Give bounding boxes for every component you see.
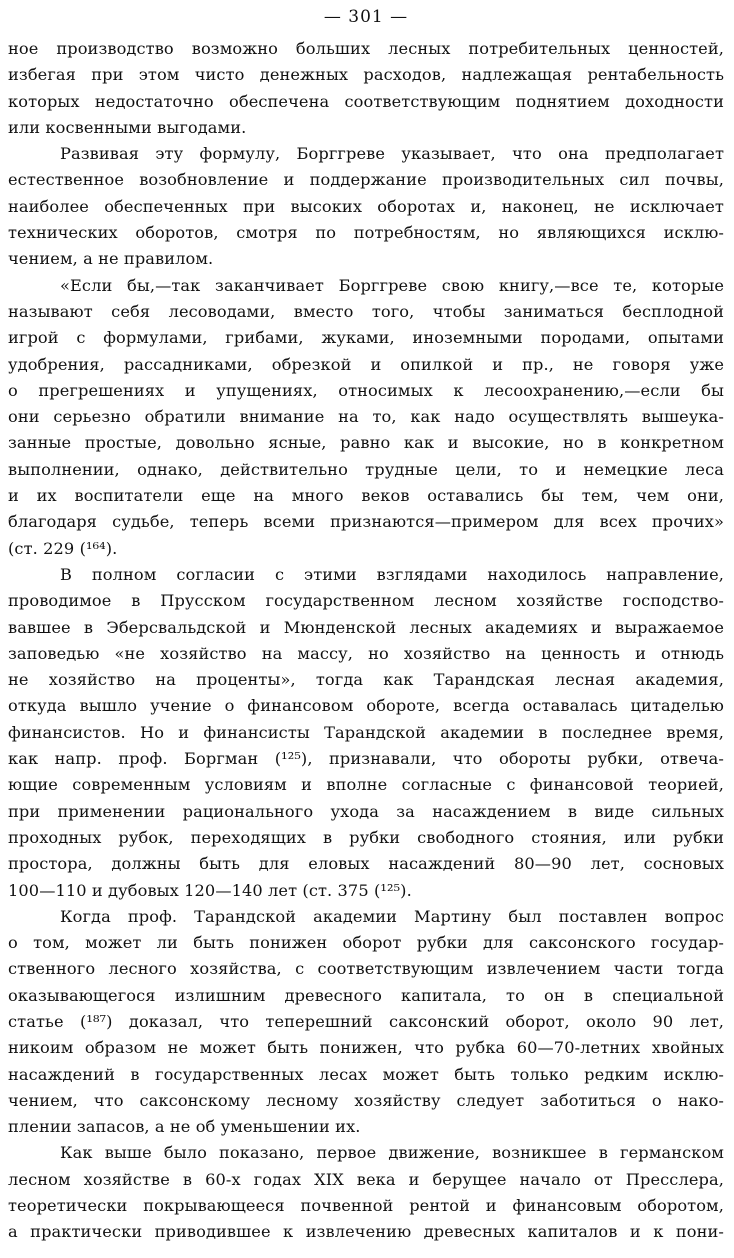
paragraph <box>8 562 724 904</box>
text-line: Как выше было показано, первое движение, возникшее в германском <box>60 1143 724 1163</box>
text-line: называют себя лесоводами, вместо того, чтобы заниматься бесплодной <box>8 301 724 321</box>
text-line: чением, а не правилом. <box>8 249 214 269</box>
text-line: плении запасов, а не об уменьшении их. <box>8 1117 361 1137</box>
text-line: оказывающегося излишним древесного капитала, то он в специальной <box>8 985 724 1005</box>
text-line: удобрения, рассадниками, обрезкой и опилкой и пр., не говоря уже <box>8 354 724 374</box>
text-line: ющие современным условиям и вполне согласные с финансовой теорией, <box>8 775 724 795</box>
text-line: «Если бы,—так заканчивает Борггреве свою книгу,—все те, которые <box>60 275 724 295</box>
text-line: (ст. 229 (¹⁶⁴). <box>8 538 118 558</box>
text-line: или косвенными выгодами. <box>8 117 247 137</box>
text-line: проходных рубок, переходящих в рубки свободного стояния, или рубки <box>8 827 724 847</box>
text-line: игрой с формулами, грибами, жуками, иноземными породами, опытами <box>8 328 724 348</box>
paragraph <box>8 36 724 141</box>
text-line: теоретически покрывающееся почвенной рентой и финансовым оборотом, <box>8 1196 724 1216</box>
text-line: насаждений в государственных лесах может быть только редким исклю- <box>8 1064 724 1084</box>
text-line: проводимое в Прусском государственном лесном хозяйстве господство- <box>8 591 724 611</box>
text-line: как напр. проф. Боргман (¹²⁵), признавали, что обороты рубки, отвеча- <box>8 749 724 769</box>
text-line: статье (¹⁸⁷) доказал, что теперешний саксонский оборот, около 90 лет, <box>8 1011 724 1031</box>
paragraph <box>8 1140 724 1245</box>
text-line: лесном хозяйстве в 60-х годах XIX века и берущее начало от Пресслера, <box>8 1169 724 1189</box>
text-line: занные простые, довольно ясные, равно как и высокие, но в конкретном <box>8 433 724 453</box>
text-line: благодаря судьбе, теперь всеми признаются—примером для всех прочих» <box>8 512 724 532</box>
text-body <box>8 36 724 1246</box>
text-line: о том, может ли быть понижен оборот рубки для саксонского государ- <box>8 933 724 953</box>
paragraph <box>8 141 724 272</box>
text-line: избегая при этом чисто денежных расходов, надлежащая рентабельность <box>8 65 724 85</box>
text-line: а практически приводившее к извлечению древесных капиталов и к пони- <box>8 1222 724 1242</box>
page-number: — 301 — <box>323 7 409 27</box>
text-line: финансистов. Но и финансисты Тарандской академии в последнее время, <box>8 722 724 742</box>
text-line: откуда вышло учение о финансовом обороте, всегда оставалась цитаделью <box>8 696 724 716</box>
text-line: Когда проф. Тарандской академии Мартину был поставлен вопрос <box>60 906 724 926</box>
text-line: ственного лесного хозяйства, с соответствующим извлечением части тогда <box>8 959 724 979</box>
text-line: естественное возобновление и поддержание производительных сил почвы, <box>8 170 724 190</box>
text-line: о прегрешениях и упущениях, относимых к лесоохранению,—если бы <box>8 380 724 400</box>
text-line: при применении рационального ухода за насаждением в виде сильных <box>8 801 724 821</box>
text-line: которых недостаточно обеспечена соответствующим поднятием доходности <box>8 91 724 111</box>
text-line: простора, должны быть для еловых насаждений 80—90 лет, сосновых <box>8 854 724 874</box>
text-line: В полном согласии с этими взглядами находилось направление, <box>60 564 724 584</box>
text-line: никоим образом не может быть понижен, что рубка 60—70-летних хвойных <box>8 1038 724 1058</box>
text-line: вавшее в Эберсвальдской и Мюнденской лесных академиях и выражаемое <box>8 617 724 637</box>
text-line: ное производство возможно больших лесных потребительных ценностей, <box>8 39 724 58</box>
text-line: и их воспитатели еще на много веков оставались бы тем, чем они, <box>8 486 724 506</box>
text-line: выполнении, однако, действительно трудные цели, то и немецкие леса <box>8 459 724 479</box>
paragraph <box>8 904 724 1141</box>
text-line: не хозяйство на проценты», тогда как Тарандская лесная академия, <box>8 670 724 690</box>
text-line: технических оборотов, смотря по потребностям, но являющихся исклю- <box>8 223 724 243</box>
text-line: заповедью «не хозяйство на массу, но хозяйство на ценность и отнюдь <box>8 643 724 663</box>
text-line: 100—110 и дубовых 120—140 лет (ст. 375 (¹²⁵). <box>8 880 412 900</box>
text-line: они серьезно обратили внимание на то, как надо осуществлять вышеука- <box>8 407 724 427</box>
text-line: наиболее обеспеченных при высоких оборотах и, наконец, не исключает <box>8 196 724 216</box>
text-line: чением, что саксонскому лесному хозяйству следует заботиться о нако- <box>8 1090 724 1110</box>
paragraph <box>8 273 724 562</box>
text-line: Развивая эту формулу, Борггреве указывает, что она предполагает <box>60 144 724 164</box>
